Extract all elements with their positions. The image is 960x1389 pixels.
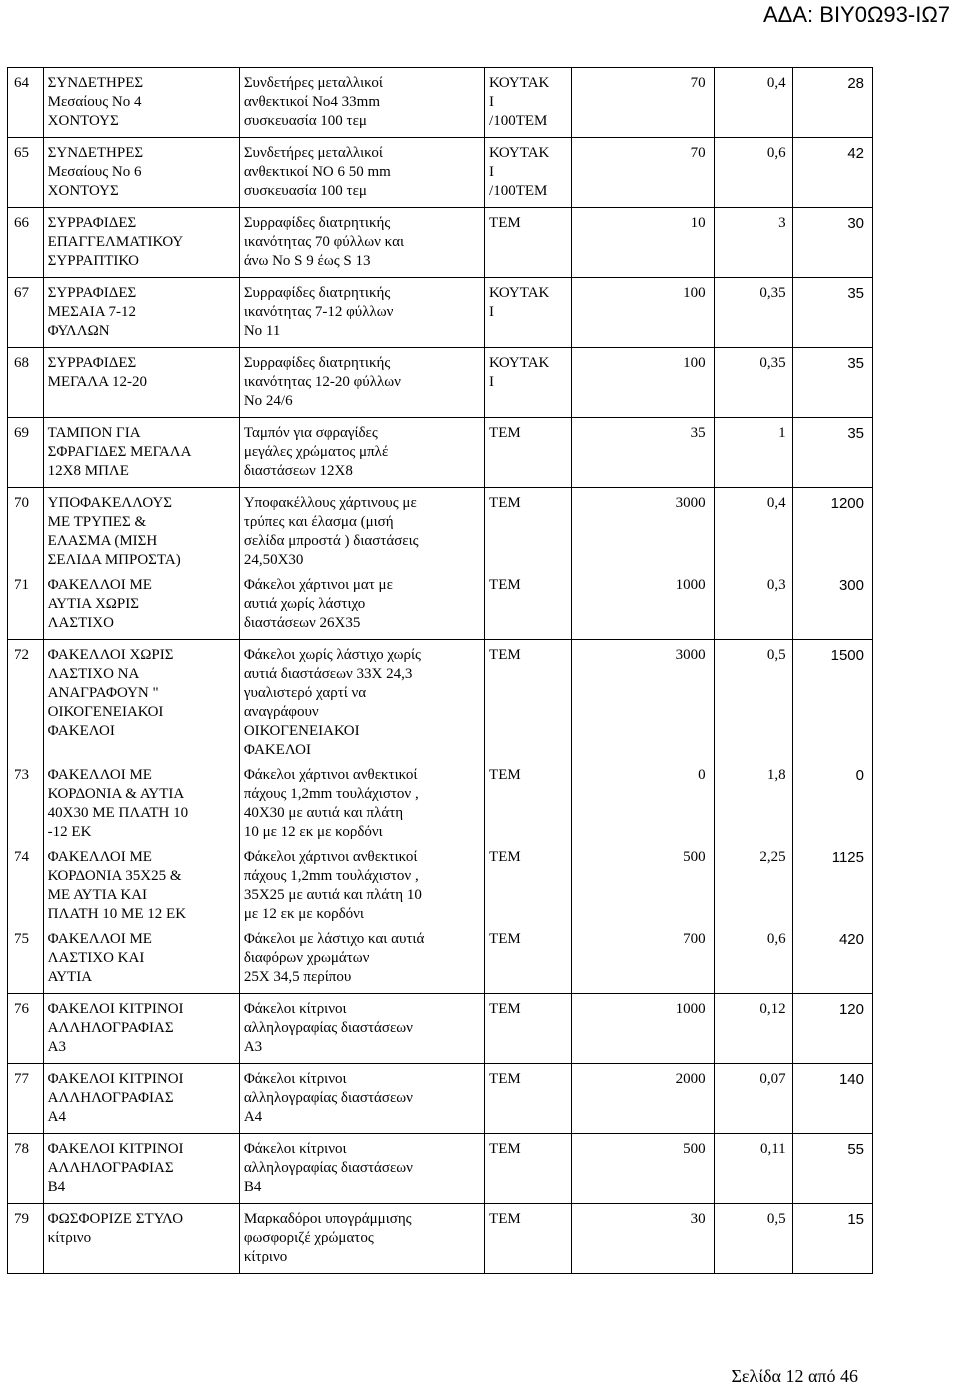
item-name-cell (43, 1134, 239, 1204)
item-unit-cell (485, 1064, 572, 1134)
item-name: ΣΥΡΡΑΦΙΔΕΣ ΜΕΣΑΙΑ 7-12 ΦΥΛΛΩΝ (47, 285, 137, 339)
item-total: 120 (838, 1001, 864, 1018)
item-description-cell (239, 208, 484, 278)
item-unit-price: 0,4 (766, 495, 786, 511)
item-unit-price-cell (714, 1064, 792, 1134)
item-unit: ΚΟΥΤΑΚ Ι /100ΤΕΜ (489, 145, 550, 199)
item-name: ΦΑΚΕΛΟΙ ΚΙΤΡΙΝΟΙ ΑΛΛΗΛΟΓΡΑΦΙΑΣ Α4 (47, 1071, 184, 1125)
item-name: ΦΑΚΕΛΛΟΙ ΜΕ ΚΟΡΔΟΝΙΑ & ΑΥΤΙΑ 40Χ30 ΜΕ ΠΛΑΤΗ 10 -12 ΕΚ (47, 767, 189, 840)
item-number-cell (8, 640, 44, 994)
item-unit-price-cell (714, 208, 792, 278)
item-unit: ΤΕΜ (489, 215, 521, 231)
item-description: Υποφακέλλους χάρτινους με τρύπες και έλασμα (μισή σελίδα μπροστά ) διαστάσεις 24,50Χ30 (243, 495, 419, 568)
item-unit-price-cell (714, 418, 792, 488)
item-number-cell (8, 1064, 44, 1134)
item-quantity: 500 (683, 849, 706, 865)
item-name-cell (43, 488, 239, 640)
item-name-cell (43, 1204, 239, 1274)
table-row (8, 1204, 873, 1274)
item-name: ΥΠΟΦΑΚΕΛΛΟΥΣ ΜΕ ΤΡΥΠΕΣ & ΕΛΑΣΜΑ (ΜΙΣΗ ΣΕΛΙΔΑ ΜΠΡΟΣΤΑ) (47, 495, 181, 568)
table-row (8, 640, 873, 994)
item-description-cell (239, 1064, 484, 1134)
item-name: ΦΑΚΕΛΟΙ ΚΙΤΡΙΝΟΙ ΑΛΛΗΛΟΓΡΑΦΙΑΣ Α3 (47, 1001, 184, 1055)
item-total: 300 (838, 577, 864, 594)
item-unit-cell (485, 278, 572, 348)
item-description: Φάκελοι χωρίς λάστιχο χωρίς αυτιά διαστάσεων 33Χ 24,3 γυαλιστερό χαρτί να αναγράφουν ΟΙΚΟΓΕΝΕΙΑΚΟΙ ΦΑΚΕΛΟΙ (243, 647, 422, 758)
item-unit: ΤΕΜ (489, 1141, 521, 1157)
item-name-cell (43, 348, 239, 418)
item-total: 1200 (830, 495, 864, 512)
item-unit-price-cell (714, 278, 792, 348)
item-unit-price-cell (714, 68, 792, 138)
item-total-cell (792, 1064, 872, 1134)
item-total: 30 (847, 215, 864, 232)
item-unit-cell (485, 640, 572, 994)
item-total: 55 (847, 1141, 864, 1158)
item-total: 420 (838, 931, 864, 948)
item-name: ΦΑΚΕΛΛΟΙ ΜΕ ΛΑΣΤΙΧΟ ΚΑΙ ΑΥΤΙΑ (47, 931, 152, 985)
item-quantity-cell (571, 1134, 714, 1204)
item-unit-price-cell (714, 1204, 792, 1274)
item-description: Μαρκαδόροι υπογράμμισης φωσφοριζέ χρώματος κίτρινο (243, 1211, 412, 1265)
table-row (8, 208, 873, 278)
item-number-cell (8, 488, 44, 640)
item-total-cell (792, 138, 872, 208)
item-name: ΦΑΚΕΛΛΟΙ ΜΕ ΚΟΡΔΟΝΙΑ 35Χ25 & ΜΕ ΑΥΤΙΑ ΚΑΙ ΠΛΑΤΗ 10 ΜΕ 12 ΕΚ (47, 849, 187, 922)
item-unit-cell (485, 208, 572, 278)
item-description: Φάκελοι χάρτινοι ανθεκτικοί πάχους 1,2mm τουλάχιστον , 35Χ25 με αυτιά και πλάτη 10 με 12 εκ με κορδόνι (243, 849, 422, 922)
item-number: 78 (14, 1141, 29, 1157)
item-quantity-cell (571, 278, 714, 348)
item-number: 64 (14, 75, 29, 91)
item-number-cell (8, 1204, 44, 1274)
item-unit-cell (485, 68, 572, 138)
item-description: Φάκελοι χάρτινοι ανθεκτικοί πάχους 1,2mm τουλάχιστον , 40Χ30 με αυτιά και πλάτη 10 με 12 εκ με κορδόνι (243, 767, 419, 840)
page-number: Σελίδα 12 από 46 (731, 1366, 858, 1386)
item-quantity: 1000 (675, 577, 706, 593)
item-quantity-cell (571, 488, 714, 640)
item-number-cell (8, 1134, 44, 1204)
item-quantity: 3000 (675, 647, 706, 663)
item-name-cell (43, 640, 239, 994)
item-unit-price: 3 (778, 215, 786, 231)
item-total-cell (792, 418, 872, 488)
item-description: Συρραφίδες διατρητικής ικανότητας 70 φύλλων και άνω Νο S 9 έως S 13 (243, 215, 404, 269)
item-quantity-cell (571, 68, 714, 138)
item-total: 35 (847, 285, 864, 302)
item-name: ΦΩΣΦΟΡΙΖΕ ΣΤΥΛΟ κίτρινο (47, 1211, 184, 1246)
item-total: 35 (847, 355, 864, 372)
item-unit-price-cell (714, 348, 792, 418)
item-quantity: 100 (683, 285, 706, 301)
item-number: 71 (14, 577, 29, 593)
item-number: 68 (14, 355, 29, 371)
item-total-cell (792, 348, 872, 418)
item-quantity: 10 (690, 215, 706, 231)
item-quantity-cell (571, 994, 714, 1064)
item-unit-cell (485, 348, 572, 418)
item-description: Φάκελοι κίτρινοι αλληλογραφίας διαστάσεων Α3 (243, 1001, 413, 1055)
item-unit: ΤΕΜ (489, 577, 521, 593)
table-row (8, 278, 873, 348)
item-unit-price-cell (714, 488, 792, 640)
item-description-cell (239, 994, 484, 1064)
item-quantity: 0 (698, 767, 706, 783)
item-description: Συνδετήρες μεταλλικοί ανθεκτικοί ΝΟ 6 50 mm συσκευασία 100 τεμ (243, 145, 391, 199)
item-number-cell (8, 278, 44, 348)
item-name-cell (43, 278, 239, 348)
item-name: ΣΥΡΡΑΦΙΔΕΣ ΕΠΑΓΓΕΛΜΑΤΙΚΟΥ ΣΥΡΡΑΠΤΙΚΟ (47, 215, 184, 269)
item-unit-cell (485, 994, 572, 1064)
item-unit-cell (485, 138, 572, 208)
item-name: ΣΥΝΔΕΤΗΡΕΣ Μεσαίους No 4 ΧΟΝΤΟΥΣ (47, 75, 144, 129)
item-name-cell (43, 994, 239, 1064)
item-name-cell (43, 418, 239, 488)
item-unit-price: 0,35 (759, 285, 786, 301)
item-number: 70 (14, 495, 29, 511)
item-quantity-cell (571, 138, 714, 208)
item-unit: ΤΕΜ (489, 1001, 521, 1017)
item-unit-price: 2,25 (759, 849, 786, 865)
item-unit: ΤΕΜ (489, 495, 521, 511)
item-quantity: 1000 (675, 1001, 706, 1017)
item-total-cell (792, 640, 872, 994)
item-total-cell (792, 488, 872, 640)
item-unit-cell (485, 418, 572, 488)
item-total-cell (792, 208, 872, 278)
item-unit: ΤΕΜ (489, 849, 521, 865)
item-description-cell (239, 488, 484, 640)
item-total: 1500 (830, 647, 864, 664)
item-unit: ΚΟΥΤΑΚ Ι (489, 285, 550, 320)
item-unit-price: 0,6 (766, 931, 786, 947)
item-unit: ΤΕΜ (489, 647, 521, 663)
item-description: Συρραφίδες διατρητικής ικανότητας 7-12 φύλλων Νο 11 (243, 285, 394, 339)
item-total: 140 (838, 1071, 864, 1088)
item-unit: ΤΕΜ (489, 767, 521, 783)
item-quantity: 500 (683, 1141, 706, 1157)
item-name-cell (43, 208, 239, 278)
item-unit-price: 0,35 (759, 355, 786, 371)
item-quantity: 3000 (675, 495, 706, 511)
item-unit-cell (485, 1134, 572, 1204)
table-row (8, 1134, 873, 1204)
document-code: ΑΔΑ: ΒΙΥ0Ω93-ΙΩ7 (763, 2, 950, 27)
item-unit-price: 0,11 (759, 1141, 786, 1157)
item-quantity: 35 (690, 425, 706, 441)
item-total: 42 (847, 145, 864, 162)
item-description: Ταμπόν για σφραγίδες μεγάλες χρώματος μπλέ διαστάσεων 12Χ8 (243, 425, 389, 479)
table-row (8, 1064, 873, 1134)
item-description-cell (239, 68, 484, 138)
item-name: ΦΑΚΕΛΟΙ ΚΙΤΡΙΝΟΙ ΑΛΛΗΛΟΓΡΑΦΙΑΣ Β4 (47, 1141, 184, 1195)
item-number: 65 (14, 145, 29, 161)
item-number: 76 (14, 1001, 29, 1017)
item-unit: ΚΟΥΤΑΚ Ι (489, 355, 550, 390)
item-total: 35 (847, 425, 864, 442)
item-description: Συνδετήρες μεταλλικοί ανθεκτικοί Νο4 33mm συσκευασία 100 τεμ (243, 75, 383, 129)
item-description: Φάκελοι με λάστιχο και αυτιά διαφόρων χρωμάτων 25Χ 34,5 περίπου (243, 931, 425, 985)
table-row (8, 418, 873, 488)
item-description: Φάκελοι κίτρινοι αλληλογραφίας διαστάσεων Β4 (243, 1141, 413, 1195)
item-name: ΣΥΡΡΑΦΙΔΕΣ ΜΕΓΑΛΑ 12-20 (47, 355, 147, 390)
item-number: 72 (14, 647, 29, 663)
item-quantity: 700 (683, 931, 706, 947)
item-quantity: 70 (690, 145, 706, 161)
item-name-cell (43, 68, 239, 138)
item-quantity-cell (571, 348, 714, 418)
item-unit: ΤΕΜ (489, 1211, 521, 1227)
item-name: ΦΑΚΕΛΛΟΙ ΜΕ ΑΥΤΙΑ ΧΩΡΙΣ ΛΑΣΤΙΧΟ (47, 577, 152, 631)
item-unit-price: 1 (778, 425, 786, 441)
item-quantity: 100 (683, 355, 706, 371)
item-total: 28 (847, 75, 864, 92)
item-total-cell (792, 68, 872, 138)
item-number: 79 (14, 1211, 29, 1227)
table-row (8, 348, 873, 418)
item-quantity-cell (571, 1204, 714, 1274)
item-unit: ΚΟΥΤΑΚ Ι /100ΤΕΜ (489, 75, 550, 129)
item-description-cell (239, 348, 484, 418)
item-total: 1125 (831, 849, 864, 866)
item-unit-price: 0,6 (766, 145, 786, 161)
item-number: 77 (14, 1071, 29, 1087)
item-quantity: 2000 (675, 1071, 706, 1087)
item-description-cell (239, 1134, 484, 1204)
item-quantity-cell (571, 640, 714, 994)
item-unit-price-cell (714, 138, 792, 208)
item-total-cell (792, 278, 872, 348)
item-unit-price: 0,07 (759, 1071, 786, 1087)
item-description-cell (239, 138, 484, 208)
item-name: ΦΑΚΕΛΛΟΙ ΧΩΡΙΣ ΛΑΣΤΙΧΟ ΝΑ ΑΝΑΓΡΑΦΟΥΝ " ΟΙΚΟΓΕΝΕΙΑΚΟΙ ΦΑΚΕΛΟΙ (47, 647, 174, 739)
item-number: 66 (14, 215, 29, 231)
item-number: 69 (14, 425, 29, 441)
items-table-body (8, 68, 873, 1274)
item-unit: ΤΕΜ (489, 1071, 521, 1087)
item-unit-price: 1,8 (766, 767, 786, 783)
table-row (8, 68, 873, 138)
item-total: 0 (855, 767, 864, 784)
item-number-cell (8, 68, 44, 138)
item-quantity-cell (571, 208, 714, 278)
item-unit-cell (485, 1204, 572, 1274)
item-description-cell (239, 1204, 484, 1274)
item-number: 67 (14, 285, 29, 301)
item-number: 74 (14, 849, 29, 865)
item-total-cell (792, 1134, 872, 1204)
item-unit-cell (485, 488, 572, 640)
item-description-cell (239, 278, 484, 348)
item-quantity: 70 (690, 75, 706, 91)
item-description: Φάκελοι χάρτινοι ματ με αυτιά χωρίς λάστιχο διαστάσεων 26Χ35 (243, 577, 393, 631)
item-number-cell (8, 208, 44, 278)
items-table (7, 67, 873, 1274)
item-description: Συρραφίδες διατρητικής ικανότητας 12-20 φύλλων Νο 24/6 (243, 355, 401, 409)
item-number: 75 (14, 931, 29, 947)
item-unit: ΤΕΜ (489, 425, 521, 441)
item-name-cell (43, 1064, 239, 1134)
item-unit-price: 0,5 (766, 647, 786, 663)
item-name: ΣΥΝΔΕΤΗΡΕΣ Μεσαίους No 6 ΧΟΝΤΟΥΣ (47, 145, 144, 199)
item-total-cell (792, 1204, 872, 1274)
item-description-cell (239, 418, 484, 488)
item-number-cell (8, 348, 44, 418)
item-name-cell (43, 138, 239, 208)
item-number: 73 (14, 767, 29, 783)
item-total: 15 (847, 1211, 864, 1228)
item-unit-price-cell (714, 640, 792, 994)
item-description: Φάκελοι κίτρινοι αλληλογραφίας διαστάσεων Α4 (243, 1071, 413, 1125)
item-name: ΤΑΜΠΟΝ ΓΙΑ ΣΦΡΑΓΙΔΕΣ ΜΕΓΑΛΑ 12Χ8 ΜΠΛΕ (47, 425, 192, 479)
item-unit-price-cell (714, 994, 792, 1064)
item-number-cell (8, 138, 44, 208)
item-quantity-cell (571, 418, 714, 488)
item-unit-price: 0,5 (766, 1211, 786, 1227)
table-row (8, 488, 873, 640)
item-unit-price: 0,3 (766, 577, 786, 593)
item-number-cell (8, 994, 44, 1064)
item-number-cell (8, 418, 44, 488)
item-unit-price: 0,12 (759, 1001, 786, 1017)
item-unit-price-cell (714, 1134, 792, 1204)
item-total-cell (792, 994, 872, 1064)
table-row (8, 138, 873, 208)
item-quantity-cell (571, 1064, 714, 1134)
item-unit: ΤΕΜ (489, 931, 521, 947)
item-description-cell (239, 640, 484, 994)
item-unit-price: 0,4 (766, 75, 786, 91)
table-row (8, 994, 873, 1064)
item-quantity: 30 (690, 1211, 706, 1227)
